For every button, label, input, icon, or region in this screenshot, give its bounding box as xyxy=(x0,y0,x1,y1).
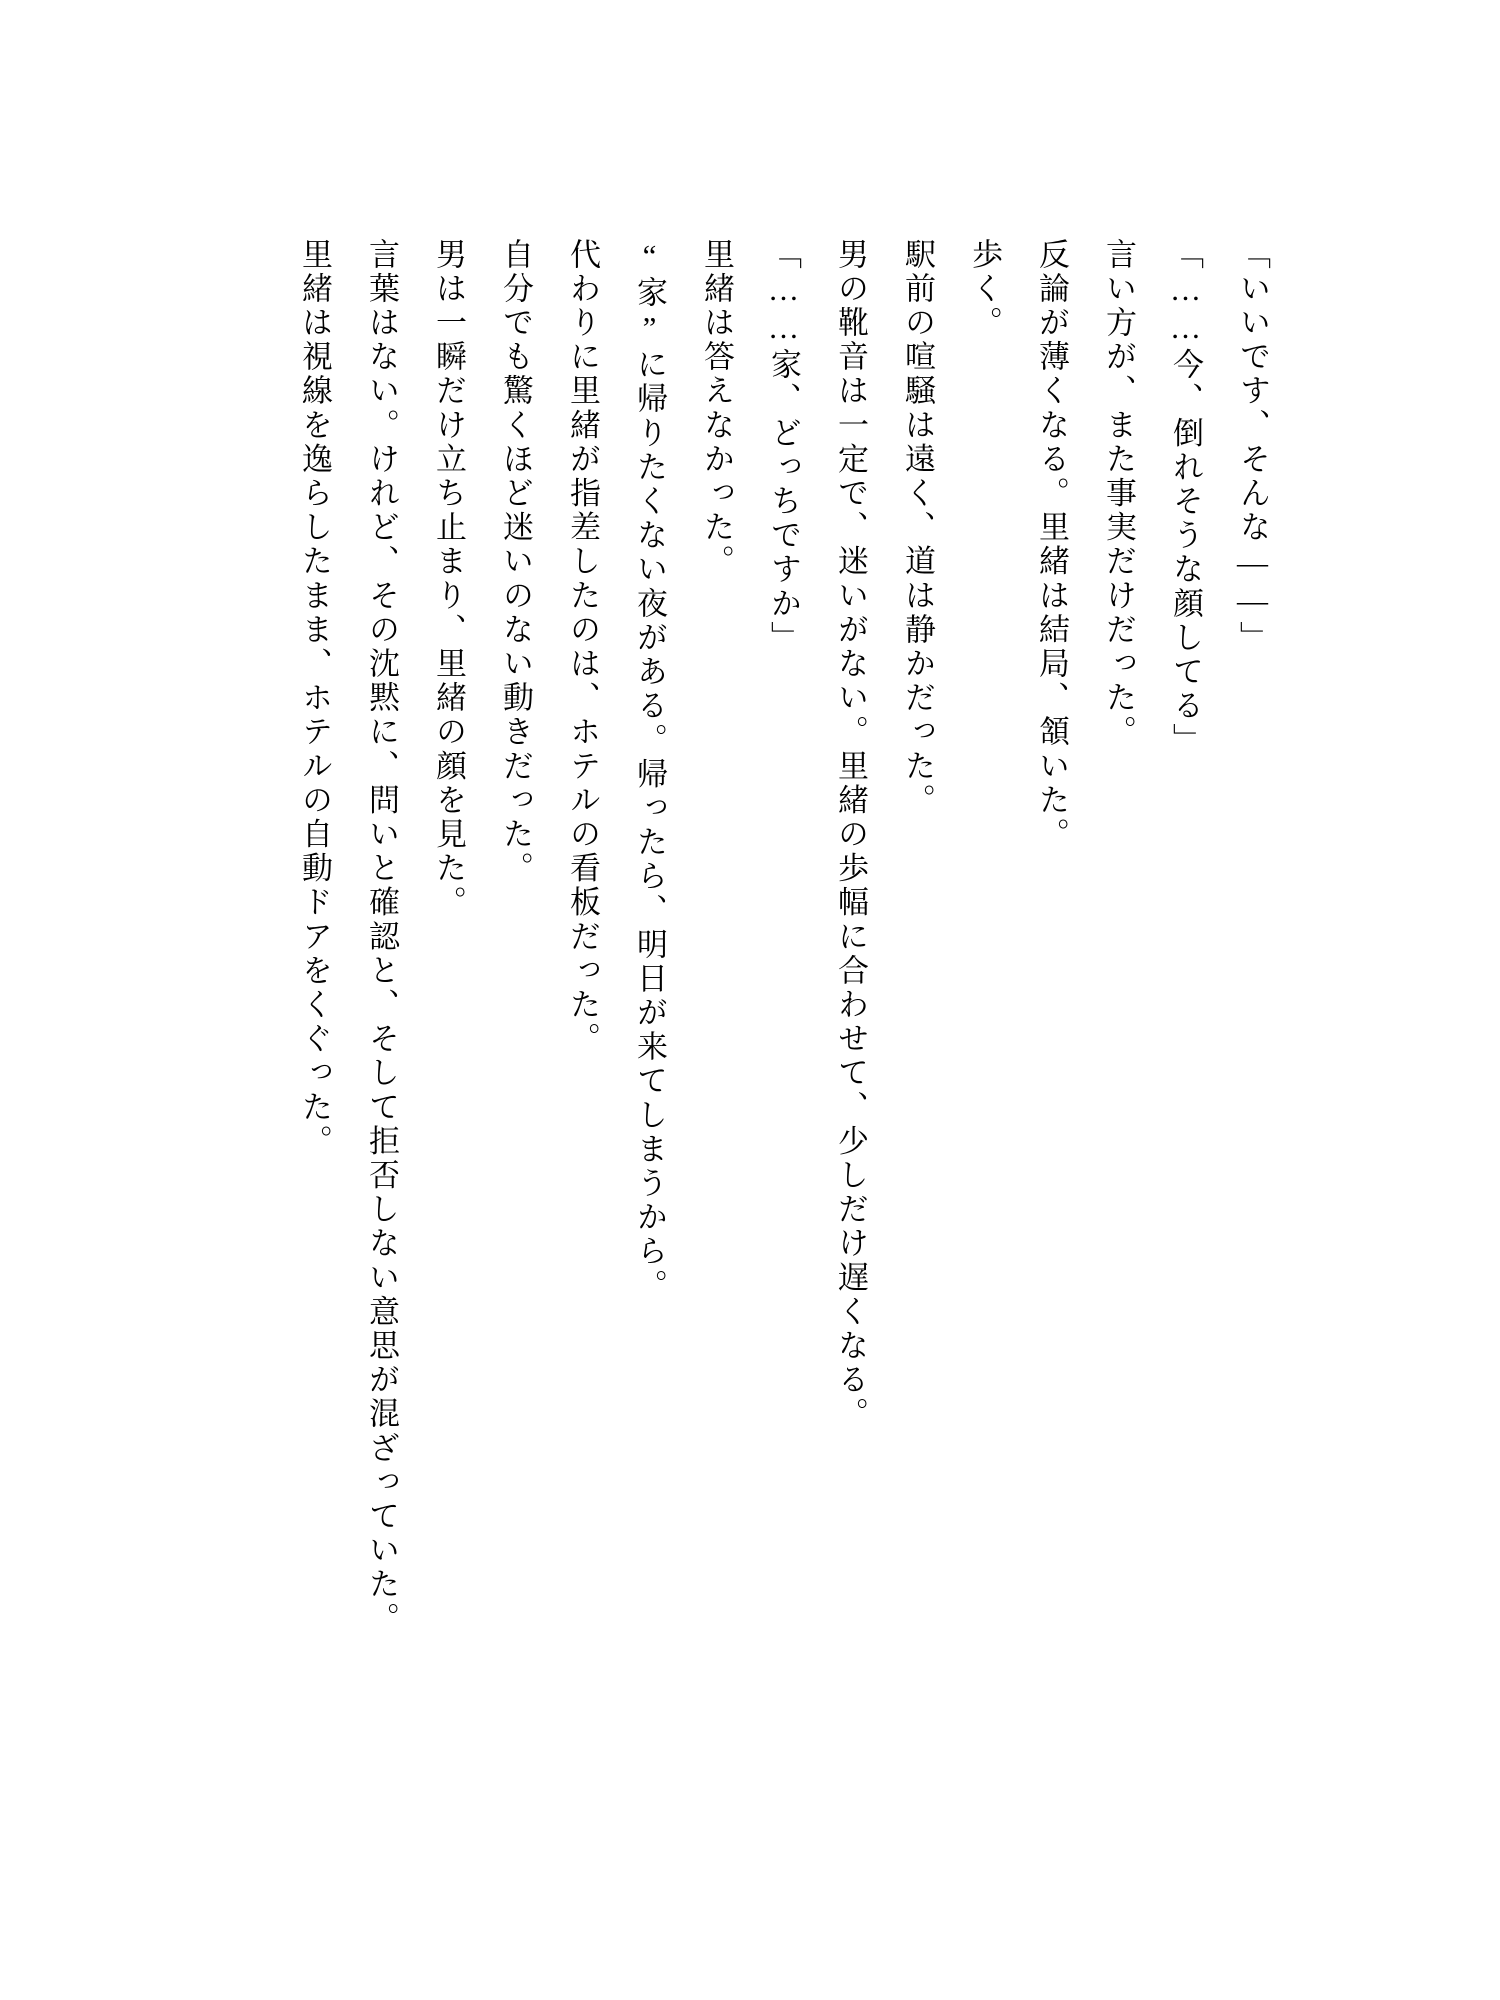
text-line: 言い方が、また事実だけだった。 xyxy=(1101,238,1136,750)
text-line: 「……家、どっちですか」 xyxy=(766,238,801,656)
text-line: 言葉はない。けれど、その沈黙に、問いと確認と、そして拒否しない意思が混ざっていた。 xyxy=(364,238,399,1637)
text-line: 反論が薄くなる。里緒は結局、頷いた。 xyxy=(1034,238,1069,852)
text-line: 駅前の喧騒は遠く、道は静かだった。 xyxy=(900,238,935,818)
text-line: 歩く。 xyxy=(967,238,1002,341)
text-line: 里緒は視線を逸らしたまま、ホテルの自動ドアをくぐった。 xyxy=(297,238,332,1159)
text-line: 「いいです、そんな――」 xyxy=(1235,238,1270,656)
text-line: “家”に帰りたくない夜がある。帰ったら、明日が来てしまうから。 xyxy=(632,238,667,1304)
text-line: 里緒は答えなかった。 xyxy=(699,238,734,579)
text-line: 男は一瞬だけ立ち止まり、里緒の顔を見た。 xyxy=(431,238,466,920)
text-line: 「……今、倒れそうな顔してる」 xyxy=(1168,238,1203,758)
text-line: 代わりに里緒が指差したのは、ホテルの看板だった。 xyxy=(565,238,600,1057)
text-line: 男の靴音は一定で、迷いがない。里緒の歩幅に合わせて、少しだけ遅くなる。 xyxy=(833,238,868,1432)
text-line: 自分でも驚くほど迷いのない動きだった。 xyxy=(498,238,533,886)
